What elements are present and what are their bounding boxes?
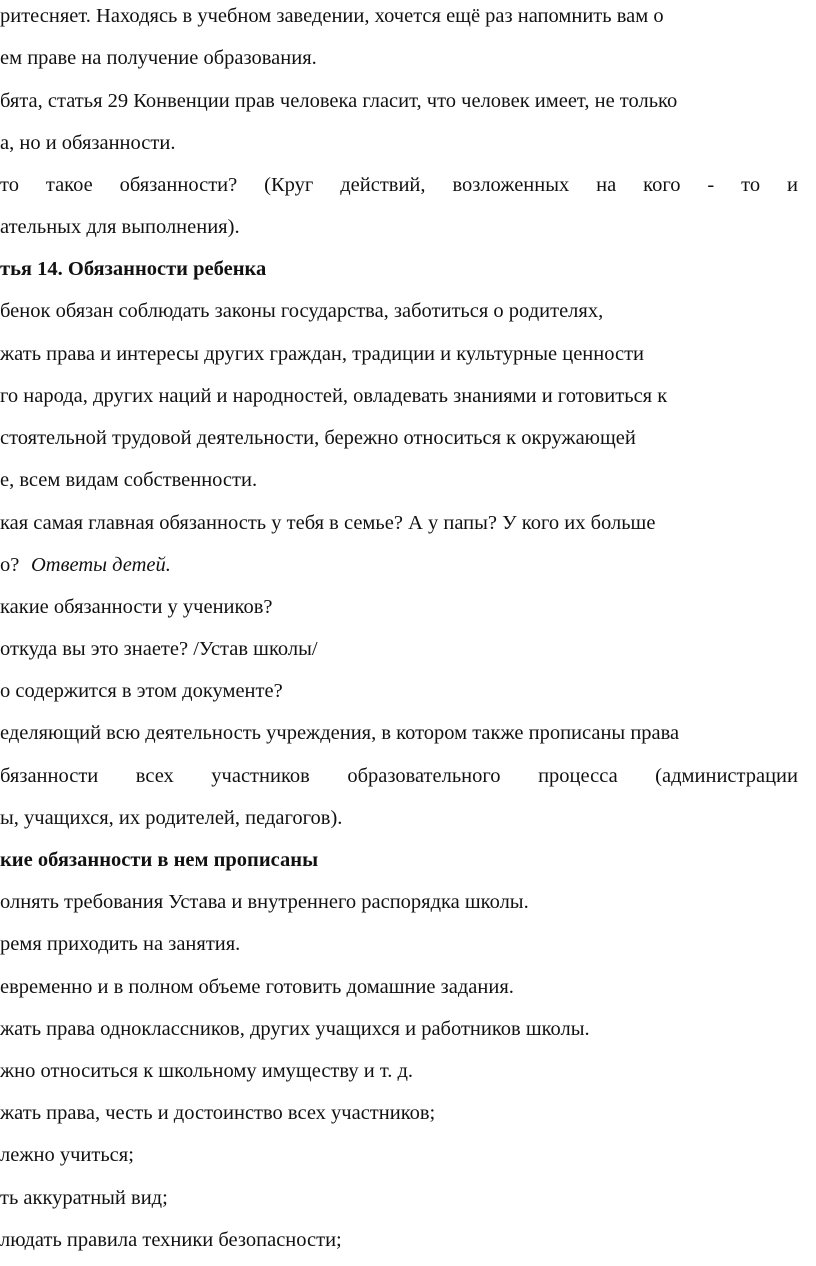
list-item: жать права, честь и достоинство всех участников; [0,1102,436,1124]
text-line: ем праве на получение образования. [0,47,317,69]
list-item: людать правила техники безопасности; [0,1229,342,1251]
text-line: жать права и интересы других граждан, традиции и культурные ценности [0,343,645,365]
text-line: ритесняет. Находясь в учебном заведении, хочется ещё раз напомнить вам о [0,5,664,27]
text-line: стоятельной трудовой деятельности, бережно относиться к окружающей [0,427,636,449]
text-line: бязанности всех участников образовательного процесса (администрации [0,765,798,787]
text-line: бенок обязан соблюдать законы государства, заботиться о родителях, [0,300,604,322]
children-answers-note: Ответы детей. [31,554,171,576]
text-line: ательных для выполнения). [0,216,240,238]
text-line: го народа, других наций и народностей, овладевать знаниями и готовиться к [0,385,668,407]
text-line: еделяющий всю деятельность учреждения, в котором также прописаны права [0,722,680,744]
text-line: о содержится в этом документе? [0,680,283,702]
list-item: ремя приходить на занятия. [0,933,241,955]
text-line: а, но и обязанности. [0,132,176,154]
list-item: лежно учиться; [0,1144,134,1166]
list-item: жно относиться к школьному имуществу и т. д. [0,1060,414,1082]
section-heading: кие обязанности в нем прописаны [0,849,319,871]
text-line-start: о? [0,554,20,576]
text-line: е, всем видам собственности. [0,469,258,491]
text-line: ы, учащихся, их родителей, педагогов). [0,807,343,829]
section-heading: тья 14. Обязанности ребенка [0,258,267,280]
text-line: то такое обязанности? (Круг действий, возложенных на кого - то и [0,174,798,196]
text-line: бята, статья 29 Конвенции прав человека гласит, что человек имеет, не только [0,90,678,112]
list-item: ть аккуратный вид; [0,1187,168,1209]
text-line: кая самая главная обязанность у тебя в семье? А у папы? У кого их больше [0,512,656,534]
list-item: жать права одноклассников, других учащихся и работников школы. [0,1018,590,1040]
text-line: какие обязанности у учеников? [0,596,273,618]
text-line: откуда вы это знаете? /Устав школы/ [0,638,318,660]
list-item: евременно и в полном объеме готовить домашние задания. [0,976,514,998]
list-item: олнять требования Устава и внутреннего распорядка школы. [0,891,529,913]
